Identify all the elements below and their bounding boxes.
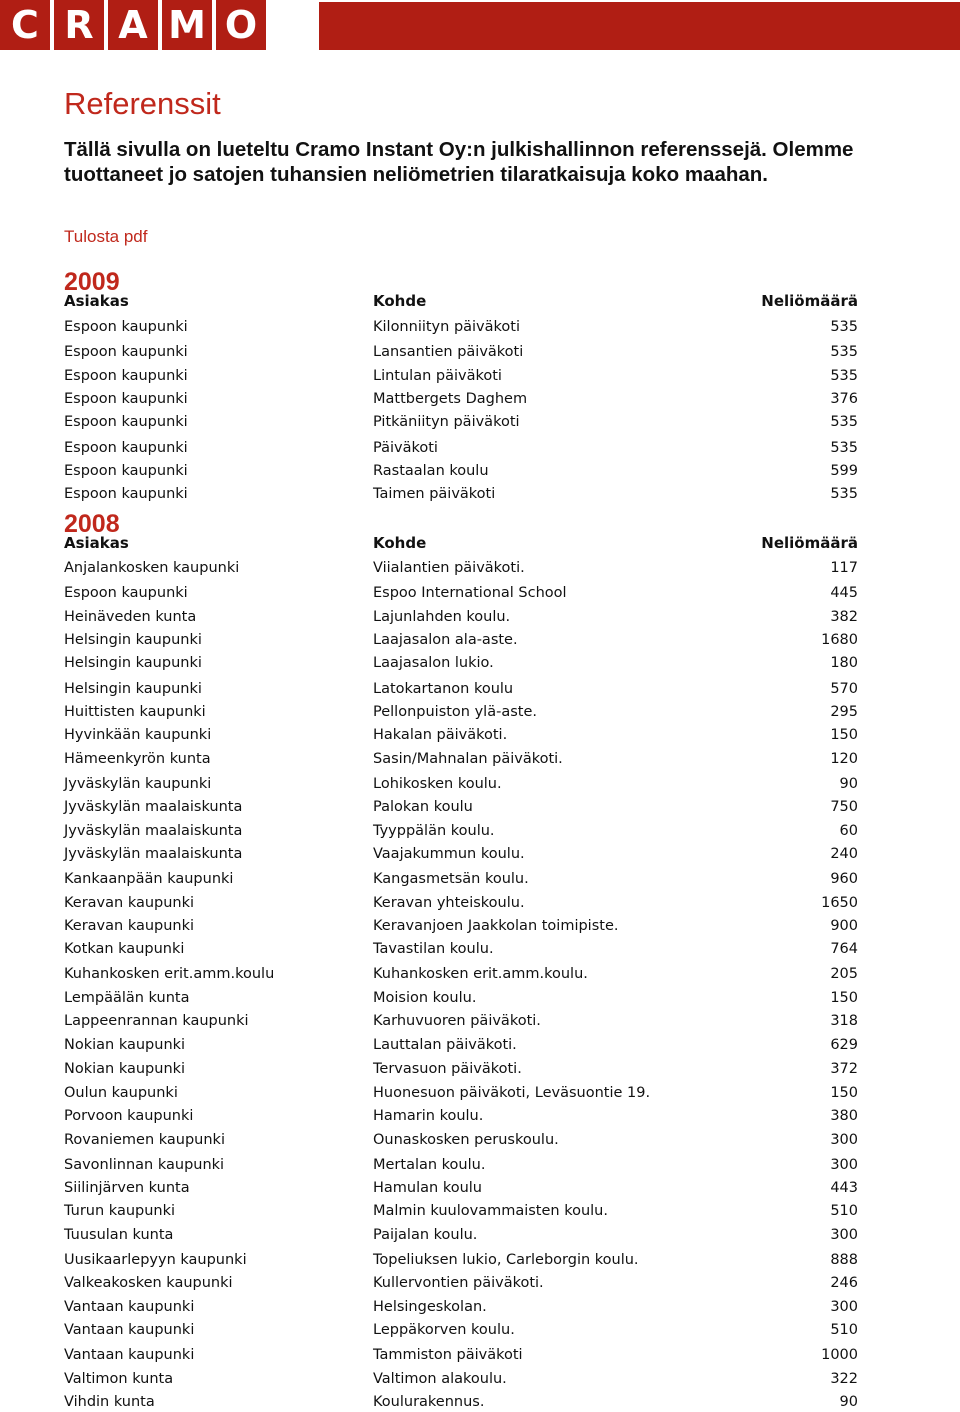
cell-area: 380 [830,1108,858,1124]
intro-text: Tällä sivulla on lueteltu Cramo Instant Oy:n julkishallinnon referenssejä. Olemme tuottaneet jo satojen tuhansien neliömetrien tilaratkaisuja koko maahan. [64,138,854,186]
cell-area: 510 [830,1203,858,1219]
cell-site: Pellonpuiston ylä-aste. [373,704,537,720]
cell-client: Espoon kaupunki [64,368,188,384]
cell-client: Kotkan kaupunki [64,941,185,957]
cell-area: 629 [830,1037,858,1053]
table-row [0,1130,960,1150]
cell-area: 246 [830,1275,858,1291]
print-pdf-link[interactable]: Tulosta pdf [64,227,148,246]
table-row [0,342,960,362]
cell-area: 1680 [821,632,858,648]
cell-client: Kuhankosken erit.amm.koulu [64,966,275,982]
cell-client: Heinäveden kunta [64,609,197,625]
cell-client: Espoon kaupunki [64,440,188,456]
cell-area: 120 [830,751,858,767]
cell-client: Espoon kaupunki [64,585,188,601]
cell-site: Valtimon alakoulu. [373,1371,507,1387]
cell-site: Ounaskosken peruskoulu. [373,1132,559,1148]
cell-site: Laajasalon ala-aste. [373,632,518,648]
cell-area: 90 [839,1394,858,1410]
cell-area: 300 [830,1157,858,1173]
cell-site: Huonesuon päiväkoti, Leväsuontie 19. [373,1085,651,1101]
table-row [0,412,960,432]
cell-site: Lansantien päiväkoti [373,344,524,360]
cell-client: Keravan kaupunki [64,895,195,911]
table-row [0,653,960,673]
column-header-site: Kohde [373,292,427,310]
cell-site: Keravanjoen Jaakkolan toimipiste. [373,918,619,934]
cell-client: Porvoon kaupunki [64,1108,194,1124]
cell-site: Taimen päiväkoti [373,486,496,502]
table-row [0,1059,960,1079]
table-row [0,1201,960,1221]
table-row [0,317,960,337]
cell-area: 295 [830,704,858,720]
cell-client: Vantaan kaupunki [64,1299,195,1315]
cell-site: Lintulan päiväkoti [373,368,502,384]
logo-letter-a: A [108,0,158,50]
logo-letter-o: O [216,0,266,50]
cell-site: Hakalan päiväkoti. [373,727,508,743]
cell-site: Kilonniityn päiväkoti [373,319,520,335]
cell-site: Tammiston päiväkoti [373,1347,523,1363]
cell-site: Moision koulu. [373,990,477,1006]
cell-client: Espoon kaupunki [64,319,188,335]
cell-site: Tyyppälän koulu. [373,823,495,839]
cell-client: Kankaanpään kaupunki [64,871,234,887]
cell-site: Rastaalan koulu [373,463,489,479]
cell-site: Mattbergets Daghem [373,391,528,407]
cell-client: Helsingin kaupunki [64,655,202,671]
cell-client: Jyväskylän kaupunki [64,776,212,792]
cell-area: 240 [830,846,858,862]
table-row [0,869,960,889]
cell-client: Uusikaarlepyyn kaupunki [64,1252,247,1268]
cell-client: Espoon kaupunki [64,391,188,407]
cell-area: 888 [830,1252,858,1268]
cell-client: Turun kaupunki [64,1203,176,1219]
table-row [0,1225,960,1245]
cell-client: Tuusulan kunta [64,1227,174,1243]
cell-client: Lappeenrannan kaupunki [64,1013,249,1029]
cell-site: Leppäkorven koulu. [373,1322,515,1338]
table-row [0,939,960,959]
cell-area: 117 [830,560,858,576]
cell-site: Palokan koulu [373,799,473,815]
cell-area: 1000 [821,1347,858,1363]
cell-client: Espoon kaupunki [64,486,188,502]
cell-area: 60 [839,823,858,839]
table-row [0,1320,960,1340]
table-row [0,1345,960,1365]
cell-area: 382 [830,609,858,625]
table-row [0,484,960,504]
table-row [0,1250,960,1270]
cell-area: 322 [830,1371,858,1387]
table-row [0,1297,960,1317]
cell-client: Valtimon kunta [64,1371,174,1387]
cell-site: Karhuvuoren päiväkoti. [373,1013,541,1029]
table-row [0,389,960,409]
cell-area: 750 [830,799,858,815]
cell-area: 90 [839,776,858,792]
table-row [0,1106,960,1126]
cell-client: Anjalankosken kaupunki [64,560,240,576]
table-row [0,1369,960,1389]
cell-site: Sasin/Mahnalan päiväkoti. [373,751,563,767]
cell-client: Jyväskylän maalaiskunta [64,799,243,815]
cell-area: 372 [830,1061,858,1077]
cell-site: Pitkäniityn päiväkoti [373,414,520,430]
cell-site: Viialantien päiväkoti. [373,560,525,576]
cell-area: 150 [830,1085,858,1101]
cell-area: 318 [830,1013,858,1029]
table-row [0,630,960,650]
cell-client: Savonlinnan kaupunki [64,1157,225,1173]
cell-site: Hamarin koulu. [373,1108,484,1124]
cell-client: Valkeakosken kaupunki [64,1275,233,1291]
table-row [0,821,960,841]
table-row [0,1392,960,1412]
cell-area: 180 [830,655,858,671]
year-heading-2009: 2009 [64,268,120,296]
cell-area: 376 [830,391,858,407]
table-row [0,1155,960,1175]
cell-client: Siilinjärven kunta [64,1180,190,1196]
cell-area: 960 [830,871,858,887]
cell-area: 535 [830,440,858,456]
cell-client: Helsingin kaupunki [64,681,202,697]
logo-letter-m: M [162,0,212,50]
cell-client: Jyväskylän maalaiskunta [64,846,243,862]
table-row [0,797,960,817]
table-header [0,291,960,311]
table-row [0,1083,960,1103]
cell-area: 205 [830,966,858,982]
table-row [0,1035,960,1055]
cell-client: Espoon kaupunki [64,414,188,430]
year-heading-2008: 2008 [64,510,120,538]
cell-site: Laajasalon lukio. [373,655,494,671]
table-row [0,607,960,627]
cell-site: Kullervontien päiväkoti. [373,1275,544,1291]
table-row [0,366,960,386]
column-header-client: Asiakas [64,292,129,310]
cell-area: 535 [830,414,858,430]
cell-area: 300 [830,1227,858,1243]
table-row [0,438,960,458]
table-row [0,988,960,1008]
header-bar [319,2,960,50]
table-row [0,1178,960,1198]
cell-site: Tavastilan koulu. [373,941,494,957]
table-row [0,749,960,769]
cell-site: Lajunlahden koulu. [373,609,511,625]
cell-site: Mertalan koulu. [373,1157,486,1173]
cell-area: 900 [830,918,858,934]
cell-area: 445 [830,585,858,601]
cell-client: Jyväskylän maalaiskunta [64,823,243,839]
cell-client: Huittisten kaupunki [64,704,206,720]
cell-site: Lauttalan päiväkoti. [373,1037,517,1053]
cell-area: 150 [830,727,858,743]
cell-site: Helsingeskolan. [373,1299,487,1315]
cell-site: Paijalan koulu. [373,1227,478,1243]
cell-site: Latokartanon koulu [373,681,514,697]
cell-client: Vantaan kaupunki [64,1347,195,1363]
table-row [0,1273,960,1293]
cell-area: 535 [830,344,858,360]
cell-area: 443 [830,1180,858,1196]
column-header-area: Neliömäärä [761,292,858,310]
cell-site: Espoo International School [373,585,567,601]
cell-client: Hämeenkyrön kunta [64,751,211,767]
table-row [0,1011,960,1031]
column-header-site: Kohde [373,534,427,552]
cell-client: Keravan kaupunki [64,918,195,934]
table-row [0,893,960,913]
cell-site: Kangasmetsän koulu. [373,871,529,887]
table-row [0,558,960,578]
cell-area: 1650 [821,895,858,911]
cell-area: 150 [830,990,858,1006]
cell-site: Hamulan koulu [373,1180,482,1196]
cell-site: Tervasuon päiväkoti. [373,1061,522,1077]
table-row [0,844,960,864]
table-row [0,702,960,722]
cell-site: Malmin kuulovammaisten koulu. [373,1203,608,1219]
cell-area: 570 [830,681,858,697]
cell-area: 300 [830,1132,858,1148]
table-header [0,533,960,553]
table-row [0,583,960,603]
table-row [0,725,960,745]
cell-client: Hyvinkään kaupunki [64,727,212,743]
logo-letter-r: R [54,0,104,50]
cell-area: 510 [830,1322,858,1338]
table-row [0,964,960,984]
cell-client: Lempäälän kunta [64,990,190,1006]
cramo-logo[interactable] [0,0,270,52]
cell-client: Helsingin kaupunki [64,632,202,648]
cell-client: Nokian kaupunki [64,1061,186,1077]
table-row [0,916,960,936]
cell-site: Koulurakennus. [373,1394,485,1410]
cell-area: 535 [830,319,858,335]
cell-site: Kuhankosken erit.amm.koulu. [373,966,588,982]
cell-site: Vaajakummun koulu. [373,846,525,862]
cell-site: Keravan yhteiskoulu. [373,895,525,911]
cell-client: Oulun kaupunki [64,1085,178,1101]
table-row [0,774,960,794]
cell-client: Vihdin kunta [64,1394,155,1410]
page-title: Referenssit [64,86,221,121]
cell-client: Espoon kaupunki [64,344,188,360]
cell-area: 535 [830,486,858,502]
logo-letter-c: C [0,0,50,50]
cell-area: 764 [830,941,858,957]
table-row [0,679,960,699]
column-header-client: Asiakas [64,534,129,552]
cell-area: 535 [830,368,858,384]
table-row [0,461,960,481]
cell-site: Topeliuksen lukio, Carleborgin koulu. [373,1252,639,1268]
cell-area: 300 [830,1299,858,1315]
cell-client: Nokian kaupunki [64,1037,186,1053]
cell-client: Espoon kaupunki [64,463,188,479]
cell-client: Rovaniemen kaupunki [64,1132,225,1148]
cell-site: Lohikosken koulu. [373,776,502,792]
cell-client: Vantaan kaupunki [64,1322,195,1338]
cell-site: Päiväkoti [373,440,438,456]
cell-area: 599 [830,463,858,479]
column-header-area: Neliömäärä [761,534,858,552]
